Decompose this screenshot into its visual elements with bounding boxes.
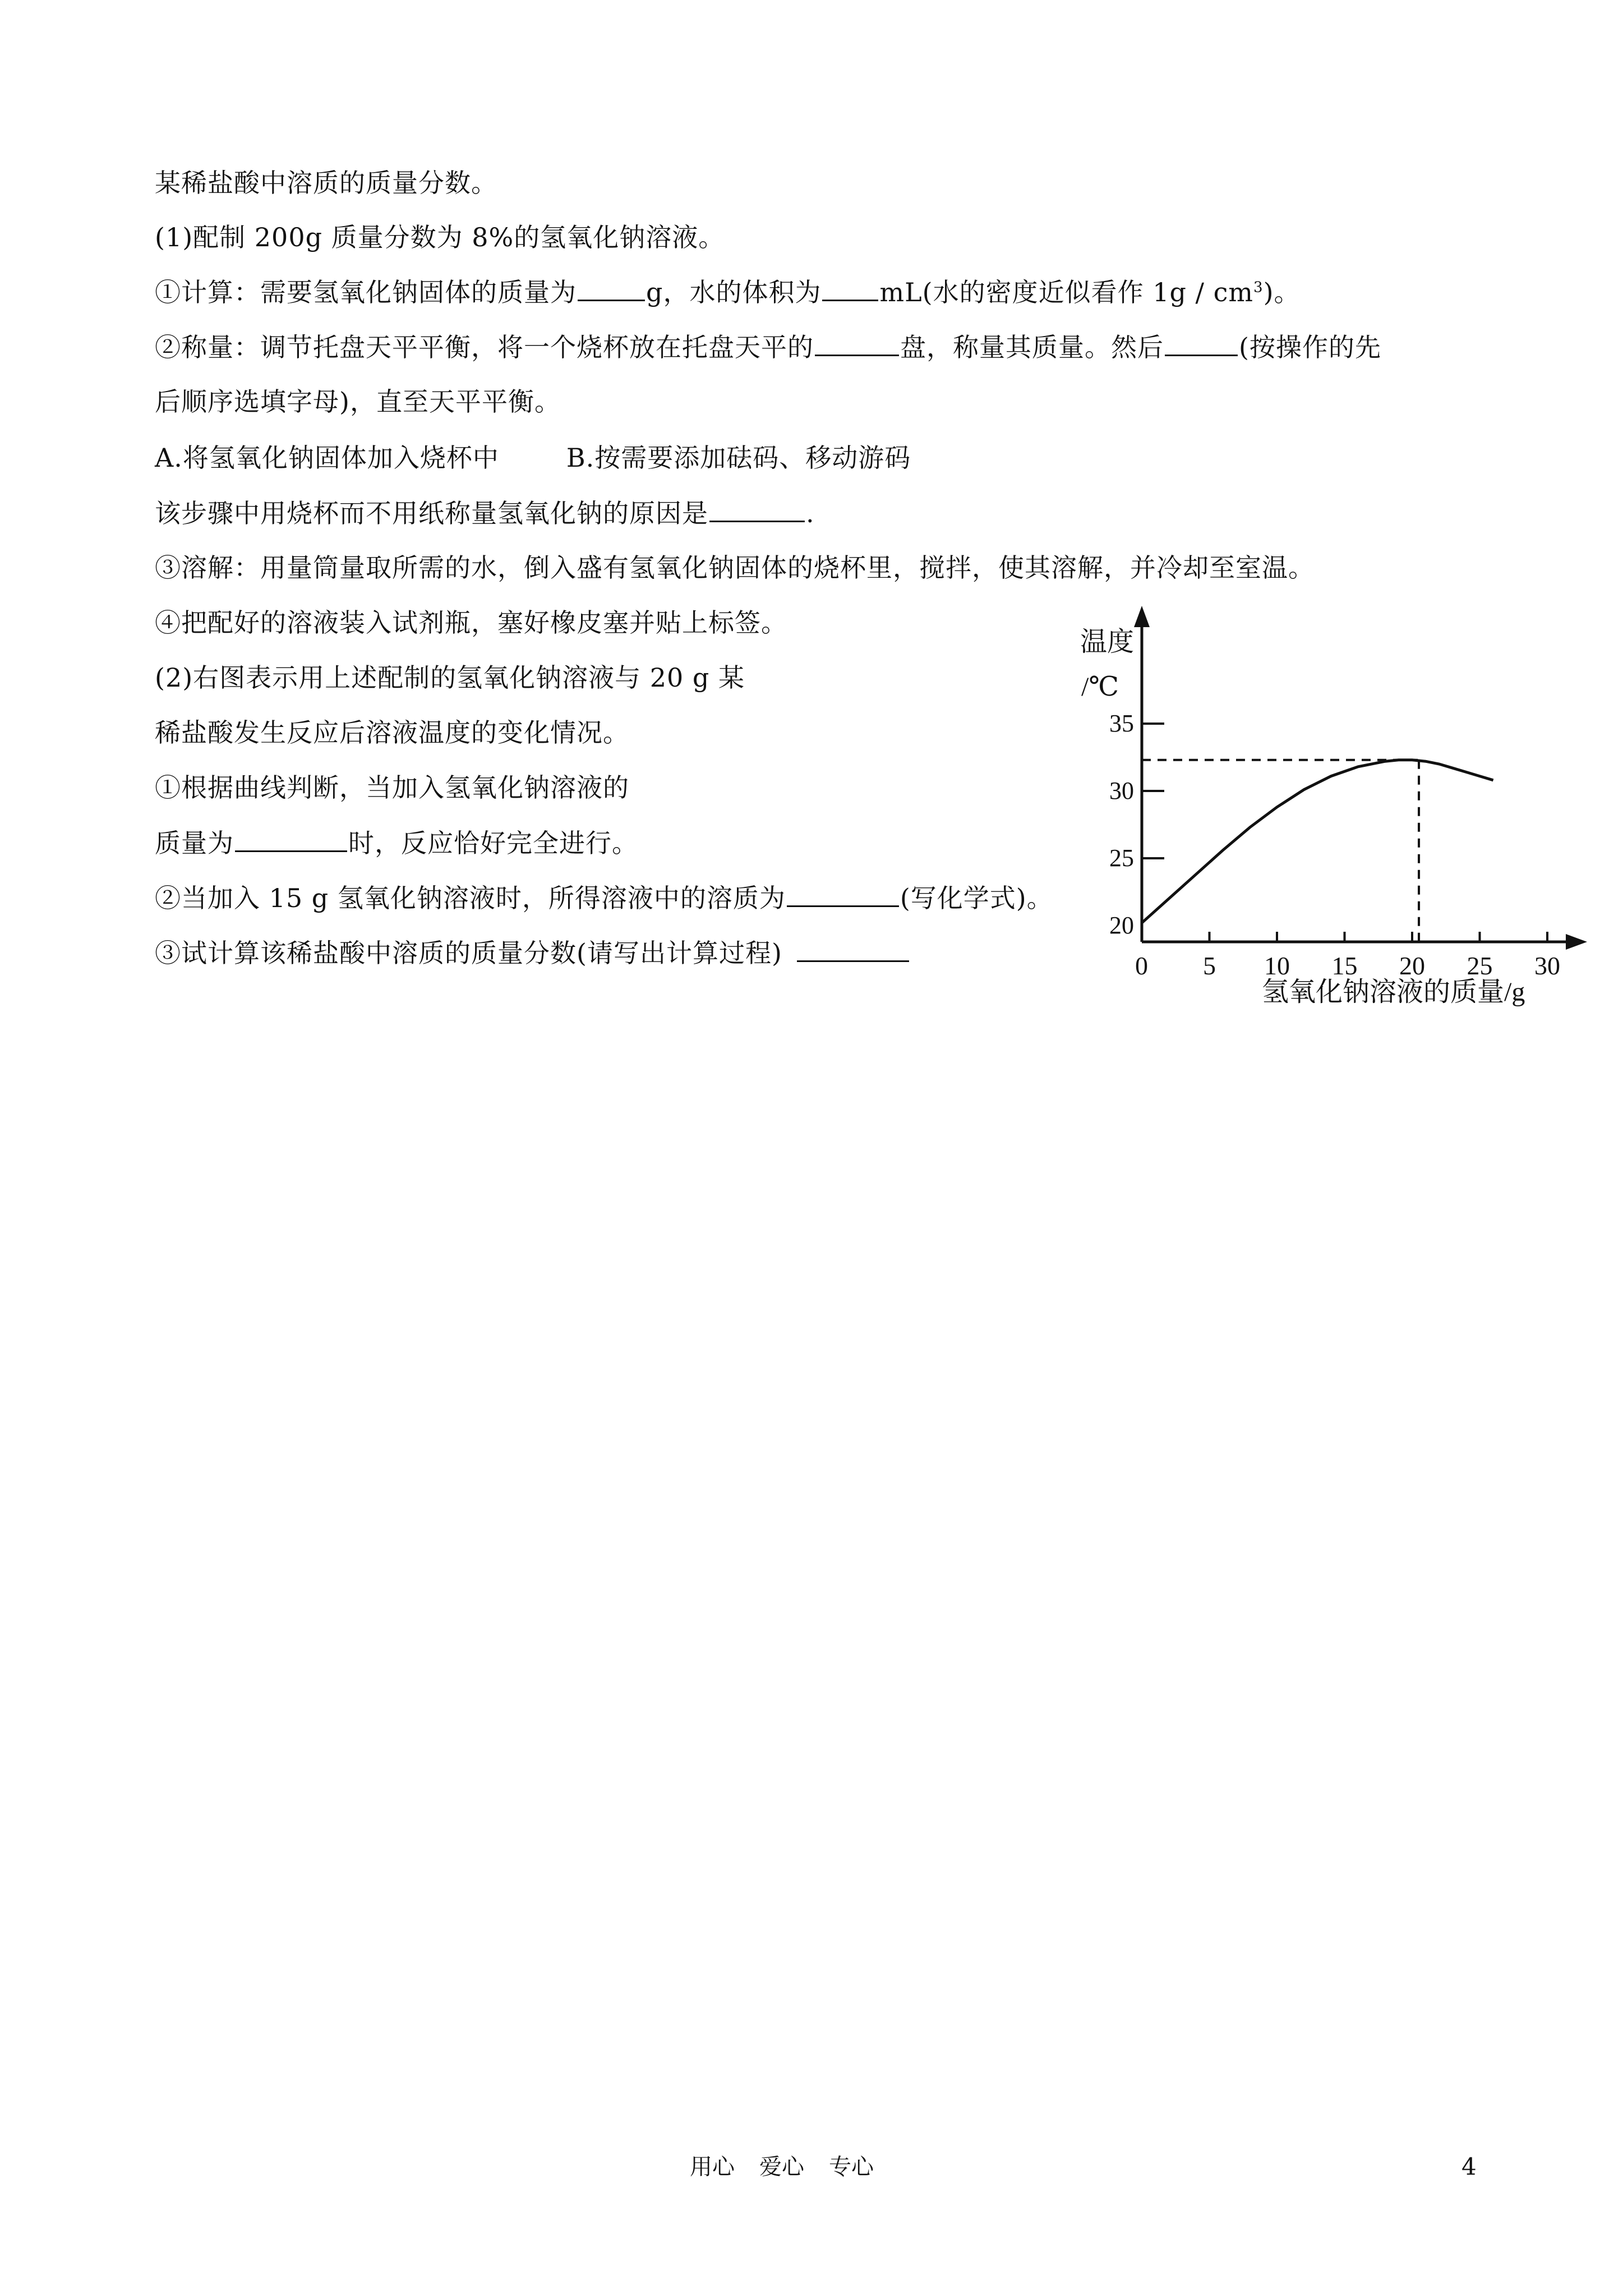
ticks-group — [1109, 710, 1560, 980]
text: ④把配好的溶液装入试剂瓶，塞好橡皮塞并贴上标签。 — [155, 608, 787, 638]
footer-word: 爱心 — [759, 2154, 804, 2180]
y-tick-label: 30 — [1109, 777, 1134, 804]
temperature-curve — [1142, 760, 1493, 923]
text: 某稀盐酸中溶质的质量分数。 — [155, 168, 497, 198]
footer-motto — [690, 2153, 898, 2181]
x-tick-label: 0 — [1135, 951, 1148, 980]
text: 时，反应恰好完全进行。 — [348, 828, 638, 858]
text: 质量为 — [155, 828, 234, 858]
x-tick-label: 25 — [1467, 951, 1493, 980]
option-b: B.按需要添加砝码、移动游码 — [566, 443, 911, 473]
text: ①根据曲线判断，当加入氢氧化钠溶液的 — [155, 772, 629, 803]
y-tick-label: 35 — [1109, 710, 1134, 737]
y-tick-label: 25 — [1109, 844, 1134, 872]
footer-word: 用心 — [690, 2154, 735, 2180]
text: mL(水的密度近似看作 1g / cm — [879, 277, 1254, 307]
y-axis-arrow — [1134, 606, 1150, 627]
page-number: 4 — [1461, 2153, 1477, 2180]
text: (2)右图表示用上述配制的氢氧化钠溶液与 20 g 某 — [155, 662, 745, 693]
x-tick-label: 10 — [1264, 951, 1290, 980]
text: 盘，称量其质量。然后 — [900, 332, 1164, 362]
text: 稀盐酸发生反应后溶液温度的变化情况。 — [155, 717, 629, 748]
text: ②当加入 15 g 氢氧化钠溶液时，所得溶液中的溶质为 — [155, 883, 786, 913]
y-axis-unit: /℃ — [1081, 672, 1119, 702]
text: (1)配制 200g 质量分数为 8%的氢氧化钠溶液。 — [155, 222, 725, 252]
y-axis-label: 温度 — [1080, 627, 1135, 657]
x-tick-label: 15 — [1331, 951, 1358, 980]
x-axis-arrow — [1566, 934, 1587, 950]
text: 该步骤中用烧杯而不用纸称量氢氧化钠的原因是 — [155, 498, 708, 528]
text: (写化学式)。 — [900, 883, 1053, 913]
text: (按操作的先 — [1239, 332, 1381, 362]
y-tick-label: 20 — [1109, 912, 1134, 939]
text: ①计算：需要氢氧化钠固体的质量为 — [155, 277, 577, 307]
text: )。 — [1263, 277, 1301, 307]
footer-word: 专心 — [829, 2154, 874, 2180]
x-tick-label: 20 — [1399, 951, 1425, 980]
text: 后顺序选填字母)，直至天平平衡。 — [155, 386, 561, 417]
text: . — [806, 498, 815, 528]
x-tick-label: 30 — [1534, 951, 1560, 980]
x-tick-label: 5 — [1203, 951, 1216, 980]
text: ③试计算该稀盐酸中溶质的质量分数(请写出计算过程) — [155, 938, 782, 968]
text: ②称量：调节托盘天平平衡，将一个烧杯放在托盘天平的 — [155, 332, 814, 362]
text: ③溶解：用量筒量取所需的水，倒入盛有氢氧化钠固体的烧杯里，搅拌，使其溶解，并冷却至室温。 — [155, 553, 1315, 583]
superscript: 3 — [1253, 279, 1264, 296]
x-axis-label: 氢氧化钠溶液的质量/g — [1262, 977, 1525, 1007]
option-a: A.将氢氧化钠固体加入烧杯中 — [155, 443, 499, 473]
temperature-chart — [0, 0, 1623, 1066]
text: g，水的体积为 — [646, 277, 822, 307]
